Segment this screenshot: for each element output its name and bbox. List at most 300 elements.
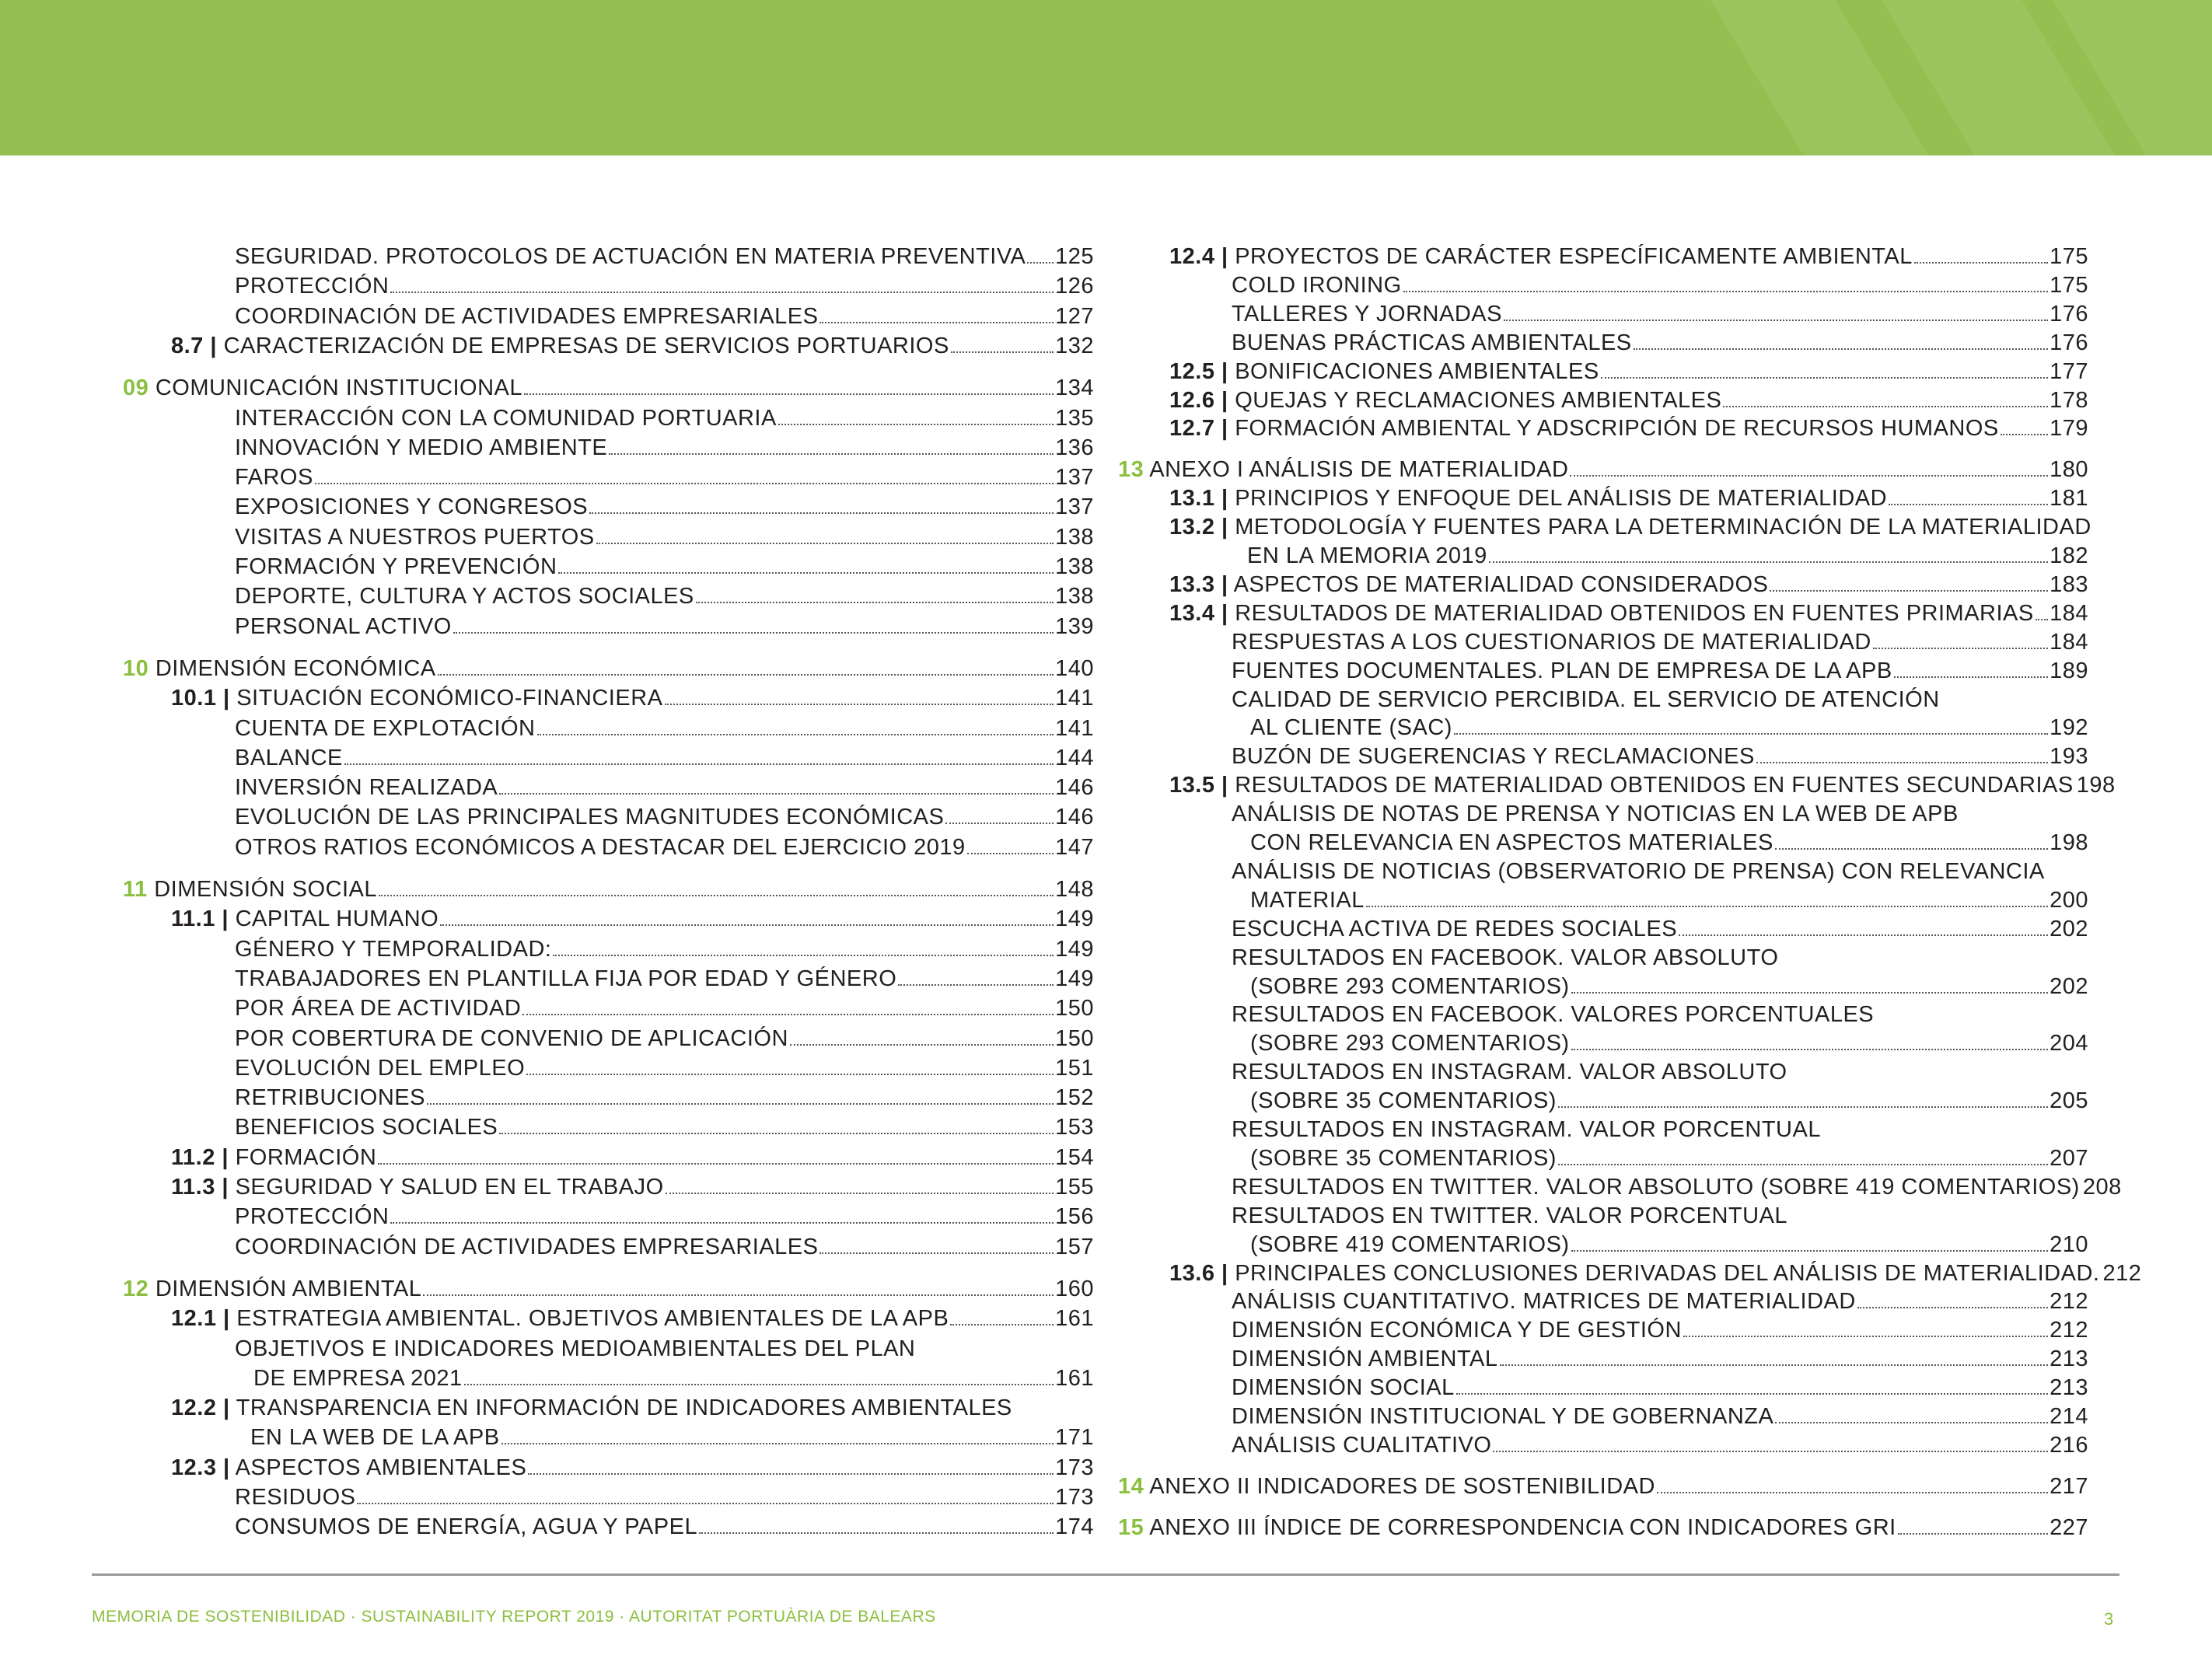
toc-entry[interactable]	[235, 404, 1094, 432]
toc-entry-page: 144	[1055, 745, 1094, 770]
toc-entry-page: 178	[2050, 387, 2088, 413]
header-banner	[0, 0, 2212, 155]
toc-entry[interactable]	[1169, 414, 2088, 442]
toc-entry[interactable]	[235, 1084, 1094, 1112]
dot-leader	[1570, 456, 2048, 477]
toc-entry[interactable]	[123, 875, 1094, 903]
toc-entry[interactable]	[235, 744, 1094, 772]
toc-entry-title: COORDINACIÓN DE ACTIVIDADES EMPRESARIALES	[235, 1234, 819, 1259]
toc-entry-page: 137	[1055, 494, 1094, 520]
toc-entry-title: CALIDAD DE SERVICIO PERCIBIDA. EL SERVICIO DE ATENCIÓN	[1232, 686, 1940, 712]
toc-entry[interactable]	[1232, 686, 2088, 714]
dot-leader	[790, 1025, 1054, 1046]
toc-entry-page: 189	[2050, 658, 2088, 683]
toc-entry[interactable]	[235, 774, 1094, 802]
toc-entry[interactable]	[1232, 742, 2088, 770]
toc-entry[interactable]	[1232, 628, 2088, 656]
toc-entry-page: 192	[2050, 715, 2088, 741]
toc-entry-page: 176	[2050, 330, 2088, 355]
toc-entry[interactable]	[123, 374, 1094, 402]
toc-entry[interactable]	[235, 1483, 1094, 1511]
toc-entry[interactable]	[123, 1275, 1094, 1303]
toc-entry-title: EXPOSICIONES Y CONGRESOS	[235, 494, 589, 520]
toc-entry-page: 134	[1055, 375, 1094, 401]
toc-entry-title: INTERACCIÓN CON LA COMUNIDAD PORTUARIA	[235, 405, 777, 431]
toc-entry[interactable]	[235, 714, 1094, 742]
toc-entry-page: 202	[2050, 973, 2088, 999]
dot-leader	[344, 744, 1054, 765]
dot-leader	[1873, 628, 2048, 649]
toc-entry-title: PRINCIPALES CONCLUSIONES DERIVADAS DEL ANÁLISIS DE MATERIALIDAD.	[1235, 1260, 2100, 1286]
toc-entry[interactable]	[235, 1513, 1094, 1541]
toc-entry-title: (SOBRE 293 COMENTARIOS)	[1250, 973, 1570, 999]
toc-entry[interactable]	[1250, 1144, 2088, 1172]
toc-entry[interactable]	[171, 1454, 1094, 1482]
toc-entry[interactable]	[1118, 1472, 2088, 1500]
toc-entry-page: 171	[1055, 1425, 1094, 1451]
dot-leader	[526, 1054, 1054, 1075]
toc-entry-page: 161	[1055, 1306, 1094, 1332]
dot-leader	[819, 1233, 1054, 1254]
toc-entry-number: 12.4 |	[1169, 244, 1228, 269]
toc-entry[interactable]	[171, 1173, 1094, 1201]
toc-entry-page: 216	[2050, 1432, 2088, 1458]
toc-entry-page: 150	[1055, 996, 1094, 1022]
toc-entry-page: 151	[1055, 1055, 1094, 1081]
toc-entry[interactable]	[1247, 542, 2088, 570]
toc-entry-page: 140	[1055, 655, 1094, 681]
toc-entry-title: ASPECTOS AMBIENTALES	[235, 1455, 527, 1480]
toc-entry-number: 8.7 |	[171, 333, 217, 358]
dot-leader	[1894, 657, 2048, 678]
dot-leader	[1889, 484, 2048, 505]
toc-entry[interactable]	[1232, 329, 2088, 357]
toc-entry-page: 146	[1055, 805, 1094, 830]
dot-leader	[1634, 329, 2048, 350]
toc-entry-number: 12.6 |	[1169, 387, 1228, 413]
toc-entry-title: EVOLUCIÓN DEL EMPLEO	[235, 1055, 526, 1081]
toc-entry[interactable]	[1118, 456, 2088, 484]
toc-entry-title: BENEFICIOS SOCIALES	[235, 1115, 498, 1140]
toc-entry[interactable]	[1250, 1029, 2088, 1057]
toc-entry[interactable]	[1232, 1402, 2088, 1430]
toc-entry-page: 175	[2050, 244, 2088, 269]
dot-leader	[1456, 1374, 2048, 1395]
toc-entry-title: CONSUMOS DE ENERGÍA, AGUA Y PAPEL	[235, 1514, 698, 1540]
toc-entry-title: (SOBRE 35 COMENTARIOS)	[1250, 1145, 1557, 1171]
dot-leader	[499, 774, 1054, 795]
dot-leader	[589, 493, 1054, 514]
dot-leader	[778, 404, 1054, 425]
dot-leader	[499, 1113, 1054, 1134]
toc-entry-title: DEPORTE, CULTURA Y ACTOS SOCIALES	[235, 584, 694, 609]
toc-entry[interactable]	[1232, 1116, 2088, 1144]
toc-entry[interactable]	[1232, 1431, 2088, 1459]
toc-entry-number: 12.2 |	[171, 1395, 230, 1421]
toc-entry-page: 148	[1055, 877, 1094, 902]
toc-entry-number: 11	[123, 877, 148, 902]
toc-entry[interactable]	[1169, 358, 2088, 386]
toc-entry-number: 15	[1118, 1514, 1144, 1540]
toc-entry-title: EN LA MEMORIA 2019	[1247, 543, 1487, 568]
banner-stripes-graphic	[0, 0, 2212, 155]
toc-entry[interactable]	[235, 434, 1094, 462]
toc-entry-page: 126	[1055, 274, 1094, 299]
toc-entry[interactable]	[1232, 1173, 2122, 1201]
toc-entry-title: POR COBERTURA DE CONVENIO DE APLICACIÓN	[235, 1025, 788, 1051]
toc-entry-title: GÉNERO Y TEMPORALIDAD:	[235, 936, 552, 962]
toc-entry[interactable]	[1232, 1287, 2088, 1315]
toc-entry-title: AL CLIENTE (SAC)	[1250, 715, 1452, 741]
toc-entry-page: 200	[2050, 887, 2088, 913]
toc-entry-number: 13	[1118, 457, 1144, 483]
toc-entry[interactable]	[1250, 973, 2088, 1001]
toc-entry[interactable]	[1232, 300, 2088, 328]
dot-leader	[898, 965, 1054, 986]
toc-entry-title: ANEXO III ÍNDICE DE CORRESPONDENCIA CON INDICADORES GRI	[1149, 1514, 1896, 1540]
toc-entry-title: DIMENSIÓN ECONÓMICA Y DE GESTIÓN	[1232, 1318, 1682, 1343]
toc-entry-page: 210	[2050, 1231, 2088, 1257]
dot-leader	[558, 553, 1054, 574]
toc-entry[interactable]	[1169, 771, 2116, 799]
toc-entry-title: (SOBRE 35 COMENTARIOS)	[1250, 1088, 1557, 1114]
toc-entry[interactable]	[171, 905, 1094, 933]
toc-entry[interactable]	[235, 1233, 1094, 1261]
dot-leader	[696, 582, 1054, 603]
dot-leader	[390, 1203, 1054, 1224]
toc-entry-page: 212	[2050, 1289, 2088, 1315]
dot-leader	[1558, 1087, 2048, 1108]
dot-leader	[453, 613, 1054, 634]
toc-entry[interactable]	[1232, 1058, 2088, 1086]
toc-entry-page: 177	[2050, 358, 2088, 384]
toc-entry[interactable]	[253, 1364, 1094, 1392]
dot-leader	[951, 332, 1054, 353]
toc-entry-page: 205	[2050, 1088, 2088, 1114]
toc-entry-title: (SOBRE 419 COMENTARIOS)	[1250, 1231, 1570, 1257]
toc-entry[interactable]	[250, 1423, 1094, 1451]
toc-entry-page: 193	[2050, 744, 2088, 770]
toc-entry-number: 11.1 |	[171, 906, 229, 932]
toc-entry[interactable]	[235, 302, 1094, 330]
toc-entry-title: PROTECCIÓN	[235, 1204, 390, 1230]
toc-entry-page: 208	[2082, 1174, 2122, 1200]
toc-entry[interactable]	[1232, 657, 2088, 685]
toc-entry-page: 227	[2050, 1514, 2088, 1540]
toc-entry-page: 138	[1055, 584, 1094, 609]
toc-entry-title: CUENTA DE EXPLOTACIÓN	[235, 715, 536, 741]
dot-leader	[464, 1364, 1054, 1385]
toc-entry-page: 181	[2050, 486, 2088, 512]
dot-leader	[528, 1454, 1054, 1475]
toc-entry-page: 161	[1055, 1365, 1094, 1391]
toc-entry-number: 13.2 |	[1169, 515, 1228, 540]
dot-leader	[1683, 1316, 2048, 1337]
toc-entry-title: BUENAS PRÁCTICAS AMBIENTALES	[1232, 330, 1632, 355]
toc-entry-number: 13.4 |	[1169, 600, 1228, 626]
toc-entry[interactable]	[1232, 1374, 2088, 1402]
toc-entry-title: RESULTADOS DE MATERIALIDAD OBTENIDOS EN FUENTES SECUNDARIAS	[1235, 773, 2074, 798]
toc-entry-title: FAROS	[235, 465, 313, 491]
toc-entry-page: 174	[1055, 1514, 1094, 1540]
toc-entry-page: 160	[1055, 1276, 1094, 1301]
toc-entry-title: DIMENSIÓN SOCIAL	[1232, 1375, 1455, 1401]
dot-leader	[522, 994, 1054, 1015]
toc-entry-title: COMUNICACIÓN INSTITUCIONAL	[155, 375, 523, 401]
toc-entry[interactable]	[1232, 857, 2088, 885]
page-number: 3	[2104, 1609, 2114, 1629]
dot-leader	[1679, 915, 2048, 936]
toc-entry-title: INNOVACIÓN Y MEDIO AMBIENTE	[235, 435, 608, 460]
toc-entry-page: 156	[1055, 1204, 1094, 1230]
dot-leader	[1504, 300, 2048, 321]
toc-entry-title: POR ÁREA DE ACTIVIDAD	[235, 996, 522, 1022]
toc-entry-title: RESIDUOS	[235, 1485, 356, 1510]
toc-entry-page: 146	[1055, 775, 1094, 801]
toc-entry[interactable]	[171, 684, 1094, 712]
toc-entry-title: PROYECTOS DE CARÁCTER ESPECÍFICAMENTE AMBIENTAL	[1235, 244, 1913, 269]
dot-leader	[1657, 1472, 2048, 1493]
dot-leader	[1489, 542, 2048, 563]
toc-entry[interactable]	[235, 1054, 1094, 1082]
toc-entry-page: 153	[1055, 1115, 1094, 1140]
dot-leader	[378, 1144, 1054, 1165]
toc-entry-page: 152	[1055, 1085, 1094, 1111]
toc-entry-page: 138	[1055, 554, 1094, 579]
dot-leader	[524, 374, 1054, 395]
toc-entry-page: 149	[1055, 936, 1094, 962]
toc-entry-number: 10	[123, 655, 149, 681]
dot-leader	[1500, 1345, 2049, 1366]
toc-entry-title: DIMENSIÓN AMBIENTAL	[155, 1276, 422, 1301]
dot-leader	[1403, 271, 2048, 292]
toc-entry-page: 149	[1055, 966, 1094, 991]
toc-entry-title: FORMACIÓN AMBIENTAL Y ADSCRIPCIÓN DE RECURSOS HUMANOS	[1235, 416, 1999, 442]
toc-entry-title: DIMENSIÓN ECONÓMICA	[155, 655, 436, 681]
toc-entry-page: 173	[1055, 1485, 1094, 1510]
toc-entry[interactable]	[1118, 1514, 2088, 1542]
dot-leader	[950, 1304, 1054, 1325]
toc-entry[interactable]	[1232, 1316, 2088, 1344]
toc-entry-number: 11.3 |	[171, 1175, 229, 1200]
toc-entry[interactable]	[235, 1113, 1094, 1141]
toc-entry[interactable]	[1232, 915, 2088, 943]
toc-entry-number: 12.7 |	[1169, 416, 1228, 442]
dot-leader	[1571, 1029, 2049, 1050]
toc-entry-title: BALANCE	[235, 745, 343, 770]
dot-leader	[2036, 599, 2048, 620]
toc-entry-title: SITUACIÓN ECONÓMICO-FINANCIERA	[236, 686, 663, 711]
toc-entry[interactable]	[235, 994, 1094, 1022]
toc-entry-page: 213	[2050, 1375, 2088, 1401]
toc-entry-title: FORMACIÓN	[235, 1144, 377, 1170]
toc-entry[interactable]	[235, 833, 1094, 861]
toc-entry[interactable]	[235, 1025, 1094, 1053]
toc-entry[interactable]	[1232, 1001, 2088, 1029]
toc-entry-page: 141	[1055, 715, 1094, 741]
toc-entry[interactable]	[235, 965, 1094, 993]
toc-entry[interactable]	[235, 582, 1094, 610]
toc-entry-page: 217	[2050, 1473, 2088, 1499]
toc-entry-title: ANÁLISIS CUANTITATIVO. MATRICES DE MATERIALIDAD	[1232, 1289, 1856, 1315]
toc-entry-number: 14	[1118, 1473, 1144, 1499]
toc-entry[interactable]	[1250, 1087, 2088, 1115]
toc-entry-title: TRABAJADORES EN PLANTILLA FIJA POR EDAD Y GÉNERO	[235, 966, 897, 991]
toc-entry-title: (SOBRE 293 COMENTARIOS)	[1250, 1031, 1570, 1057]
dot-leader	[1857, 1287, 2048, 1308]
toc-entry-number: 13.5 |	[1169, 773, 1228, 798]
toc-entry[interactable]	[235, 1335, 1094, 1363]
toc-entry-page: 204	[2050, 1031, 2088, 1057]
toc-entry-page: 132	[1055, 333, 1094, 358]
toc-entry-title: CON RELEVANCIA EN ASPECTOS MATERIALES	[1250, 830, 1773, 855]
toc-entry-number: 12.1 |	[171, 1306, 230, 1332]
toc-entry[interactable]	[1169, 1259, 2142, 1287]
toc-entry-number: 11.2 |	[171, 1144, 229, 1170]
dot-leader	[315, 463, 1054, 484]
dot-leader	[819, 302, 1054, 323]
dot-leader	[427, 1084, 1054, 1105]
dot-leader	[665, 684, 1054, 705]
toc-entry-page: 180	[2050, 457, 2088, 483]
dot-leader	[1571, 973, 2049, 994]
dot-leader	[2001, 414, 2048, 435]
toc-entry-title: INVERSIÓN REALIZADA	[235, 775, 498, 801]
toc-entry-number: 12.3 |	[171, 1455, 230, 1480]
toc-entry-page: 175	[2050, 272, 2088, 298]
toc-entry-page: 141	[1055, 686, 1094, 711]
footer-report-title: MEMORIA DE SOSTENIBILIDAD · SUSTAINABILITY REPORT 2019 · AUTORITAT PORTUÀRIA DE BALEARS	[92, 1608, 936, 1626]
dot-leader	[596, 523, 1054, 544]
toc-entry[interactable]	[1232, 800, 2088, 828]
toc-entry-title: SEGURIDAD Y SALUD EN EL TRABAJO	[235, 1175, 664, 1200]
toc-entry-page: 184	[2050, 629, 2088, 655]
toc-entry-title: ANÁLISIS DE NOTAS DE PRENSA Y NOTICIAS EN LA WEB DE APB	[1232, 802, 1959, 827]
toc-entry[interactable]	[1169, 571, 2088, 599]
toc-entry[interactable]	[1169, 484, 2088, 512]
toc-entry-title: CAPITAL HUMANO	[235, 906, 439, 932]
toc-entry[interactable]	[235, 1203, 1094, 1231]
toc-entry-title: DIMENSIÓN SOCIAL	[154, 877, 378, 902]
dot-leader	[379, 875, 1054, 896]
toc-entry[interactable]	[1232, 1202, 2088, 1230]
dot-leader	[666, 1173, 1054, 1194]
toc-entry[interactable]	[235, 803, 1094, 831]
toc-entry[interactable]	[1250, 714, 2088, 742]
dot-leader	[1756, 742, 2048, 763]
toc-entry[interactable]	[235, 523, 1094, 551]
toc-entry-page: 212	[2050, 1318, 2088, 1343]
toc-entry[interactable]	[1232, 271, 2088, 299]
toc-entry[interactable]	[235, 493, 1094, 521]
toc-entry-page: 179	[2050, 416, 2088, 442]
toc-entry-page: 147	[1055, 834, 1094, 860]
toc-entry[interactable]	[235, 243, 1094, 271]
toc-entry[interactable]	[171, 332, 1094, 360]
dot-leader	[438, 655, 1054, 676]
dot-leader	[699, 1513, 1054, 1534]
toc-entry[interactable]	[1250, 829, 2088, 857]
toc-entry-title: EVOLUCIÓN DE LAS PRINCIPALES MAGNITUDES ECONÓMICAS	[235, 805, 945, 830]
toc-entry-title: FUENTES DOCUMENTALES. PLAN DE EMPRESA DE LA APB	[1232, 658, 1892, 683]
dot-leader	[423, 1275, 1054, 1296]
toc-entry-number: 13.1 |	[1169, 486, 1228, 512]
toc-entry[interactable]	[235, 935, 1094, 963]
dot-leader	[1775, 1402, 2048, 1423]
toc-entry-number: 10.1 |	[171, 686, 230, 711]
toc-entry[interactable]	[1232, 1345, 2088, 1373]
toc-entry-title: RESULTADOS EN TWITTER. VALOR PORCENTUAL	[1232, 1203, 1788, 1228]
toc-entry-number: 12.5 |	[1169, 358, 1228, 384]
toc-entry-title: BONIFICACIONES AMBIENTALES	[1235, 358, 1599, 384]
toc-entry-title: METODOLOGÍA Y FUENTES PARA LA DETERMINACIÓN DE LA MATERIALIDAD	[1235, 515, 2091, 540]
toc-entry[interactable]	[235, 613, 1094, 641]
toc-entry-title: MATERIAL	[1250, 887, 1365, 913]
toc-entry-page: 127	[1055, 303, 1094, 329]
toc-entry-title: OTROS RATIOS ECONÓMICOS A DESTACAR DEL EJERCICIO 2019	[235, 834, 966, 860]
toc-entry-title: DIMENSIÓN AMBIENTAL	[1232, 1346, 1498, 1372]
toc-entry[interactable]	[235, 553, 1094, 581]
toc-entry-page: 173	[1055, 1455, 1094, 1480]
toc-entry[interactable]	[123, 655, 1094, 683]
toc-entry[interactable]	[1169, 513, 2091, 541]
toc-entry-title: ANÁLISIS CUALITATIVO	[1232, 1432, 1492, 1458]
dot-leader	[553, 935, 1054, 956]
toc-entry-title: DIMENSIÓN INSTITUCIONAL Y DE GOBERNANZA	[1232, 1404, 1774, 1429]
footer-divider	[92, 1573, 2119, 1576]
toc-entry-page: 198	[2050, 830, 2088, 855]
toc-entry-title: RESULTADOS EN INSTAGRAM. VALOR PORCENTUAL	[1232, 1117, 1821, 1142]
toc-entry[interactable]	[1169, 386, 2088, 414]
toc-entry-title: EN LA WEB DE LA APB	[250, 1425, 500, 1451]
toc-entry[interactable]	[171, 1304, 1094, 1332]
toc-entry[interactable]	[1250, 886, 2088, 914]
toc-entry-page: 136	[1055, 435, 1094, 460]
toc-entry-title: QUEJAS Y RECLAMACIONES AMBIENTALES	[1235, 387, 1722, 413]
toc-entry-page: 157	[1055, 1234, 1094, 1259]
toc-entry-title: ASPECTOS DE MATERIALIDAD CONSIDERADOS	[1233, 571, 1769, 597]
toc-entry-page: 155	[1055, 1175, 1094, 1200]
toc-entry-title: TRANSPARENCIA EN INFORMACIÓN DE INDICADORES AMBIENTALES	[236, 1395, 1012, 1421]
dot-leader	[1454, 714, 2048, 735]
dot-leader	[945, 803, 1054, 824]
toc-entry[interactable]	[235, 272, 1094, 300]
toc-entry[interactable]	[171, 1394, 1094, 1422]
toc-entry-page: 198	[2076, 773, 2116, 798]
toc-entry[interactable]	[235, 463, 1094, 491]
toc-entry-title: ESTRATEGIA AMBIENTAL. OBJETIVOS AMBIENTALES DE LA APB	[236, 1306, 949, 1332]
toc-entry-title: PROTECCIÓN	[235, 274, 390, 299]
toc-entry-title: COORDINACIÓN DE ACTIVIDADES EMPRESARIALES	[235, 303, 819, 329]
toc-entry-title: SEGURIDAD. PROTOCOLOS DE ACTUACIÓN EN MATERIA PREVENTIVA	[235, 244, 1026, 269]
toc-entry-title: ESCUCHA ACTIVA DE REDES SOCIALES	[1232, 916, 1678, 941]
toc-entry-number: 09	[123, 375, 149, 401]
toc-entry-page: 149	[1055, 906, 1094, 932]
toc-entry-number: 12	[123, 1276, 149, 1301]
toc-entry[interactable]	[171, 1144, 1094, 1172]
dot-leader	[1493, 1431, 2048, 1452]
toc-entry[interactable]	[1169, 243, 2088, 271]
toc-entry-title: ANEXO I ANÁLISIS DE MATERIALIDAD	[1149, 457, 1569, 483]
toc-entry-title: BUZÓN DE SUGERENCIAS Y RECLAMACIONES	[1232, 744, 1755, 770]
toc-entry[interactable]	[1169, 599, 2088, 627]
dot-leader	[1558, 1144, 2048, 1165]
toc-entry-title: PRINCIPIOS Y ENFOQUE DEL ANÁLISIS DE MATERIALIDAD	[1235, 486, 1888, 512]
toc-entry[interactable]	[1250, 1231, 2088, 1259]
toc-entry[interactable]	[1232, 944, 2088, 972]
toc-entry-page: 125	[1055, 244, 1094, 269]
toc-entry-title: ANEXO II INDICADORES DE SOSTENIBILIDAD	[1149, 1473, 1655, 1499]
